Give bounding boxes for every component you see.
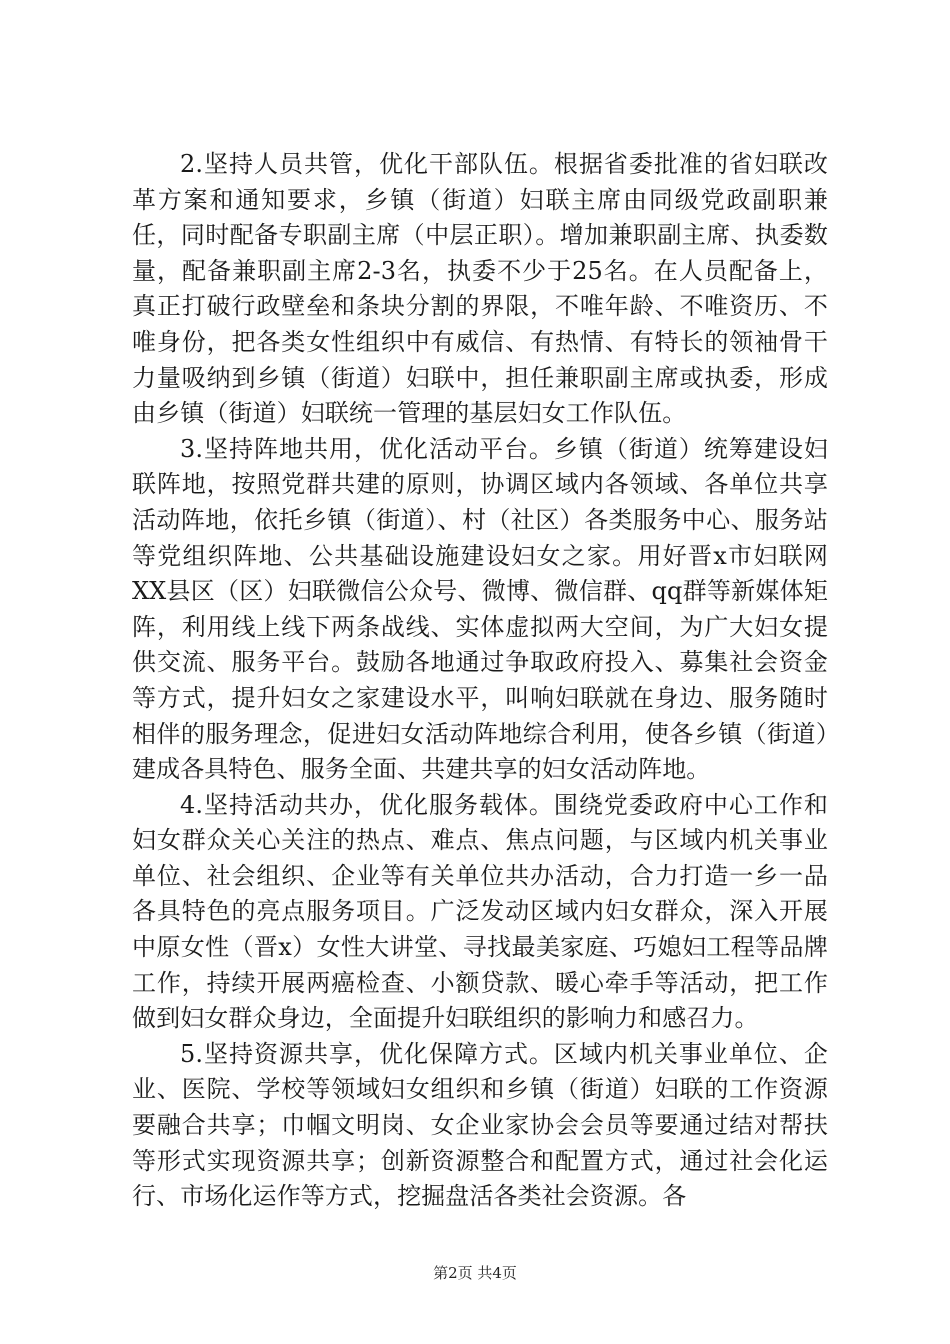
document-body [132, 147, 828, 1215]
page-number-footer: 第2页 共4页 [433, 1264, 517, 1282]
paragraph-5-resources: 5.坚持资源共享，优化保障方式。区域内机关事业单位、企业、医院、学校等领域妇女组织和乡镇（街道）妇联的工作资源要融合共享；巾帼文明岗、女企业家协会会员等要通过结对帮扶等形式实现资源共享；创新资源整合和配置方式，通过社会化运行、市场化运作等方式，挖掘盘活各类社会资源。各 [132, 1039, 828, 1211]
paragraph-4-activities: 4.坚持活动共办，优化服务载体。围绕党委政府中心工作和妇女群众关心关注的热点、难点、焦点问题，与区域内机关事业单位、社会组织、企业等有关单位共办活动，合力打造一乡一品各具特色的亮点服务项目。广泛发动区域内妇女群众，深入开展中原女性（晋x）女性大讲堂、寻找最美家庭、巧媳妇工程等品牌工作，持续开展两癌检查、小额贷款、暖心牵手等活动，把工作做到妇女群众身边，全面提升妇联组织的影响力和感召力。 [132, 790, 828, 1033]
paragraph-3-venue: 3.坚持阵地共用，优化活动平台。乡镇（街道）统筹建设妇联阵地，按照党群共建的原则，协调区域内各领域、各单位共享活动阵地，依托乡镇（街道）、村（社区）各类服务中心、服务站等党组织阵地、公共基础设施建设妇女之家。用好晋x市妇联网XX县区（区）妇联微信公众号、微博、微信群、qq群等新媒体矩阵，利用线上线下两条战线、实体虚拟两大空间，为广大妇女提供交流、服务平台。鼓励各地通过争取政府投入、募集社会资金等方式，提升妇女之家建设水平，叫响妇联就在身边、服务随时相伴的服务理念，促进妇女活动阵地综合利用，使各乡镇（街道）建成各具特色、服务全面、共建共享的妇女活动阵地。 [132, 434, 828, 784]
paragraph-2-personnel: 2.坚持人员共管，优化干部队伍。根据省委批准的省妇联改革方案和通知要求，乡镇（街道）妇联主席由同级党政副职兼任，同时配备专职副主席（中层正职）。增加兼职副主席、执委数量，配备兼职副主席2-3名，执委不少于25名。在人员配备上，真正打破行政壁垒和条块分割的界限，不唯年龄、不唯资历、不唯身份，把各类女性组织中有威信、有热情、有特长的领袖骨干力量吸纳到乡镇（街道）妇联中，担任兼职副主席或执委，形成由乡镇（街道）妇联统一管理的基层妇女工作队伍。 [132, 150, 828, 428]
